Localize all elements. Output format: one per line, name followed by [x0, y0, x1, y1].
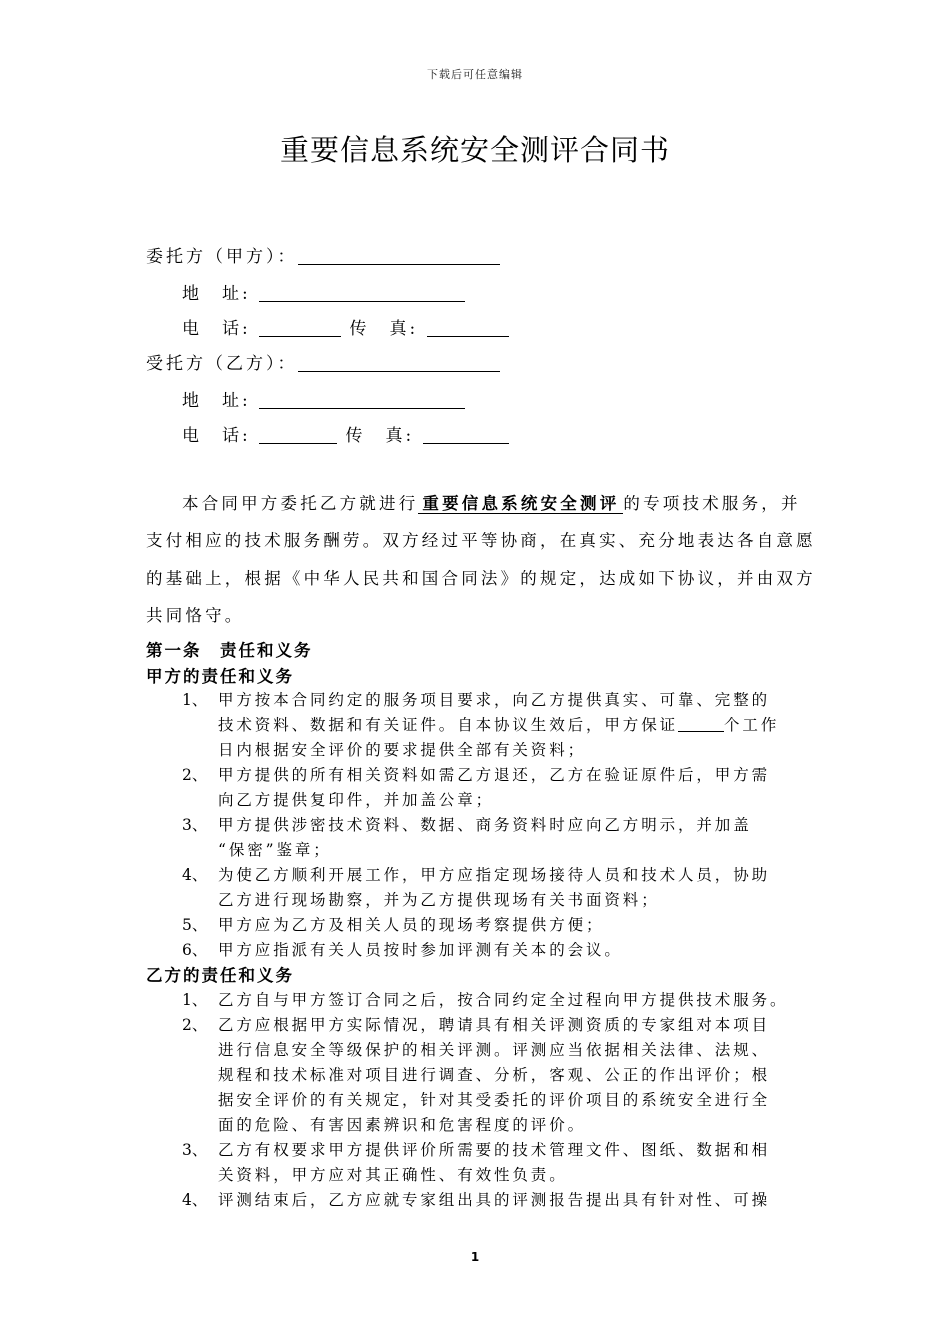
a-item-1-line-2 [218, 713, 779, 735]
party-b-fax-blank[interactable] [423, 426, 509, 444]
b-item-1-num: 1、 [182, 991, 208, 1009]
b-item-2-line-1: 乙方应根据甲方实际情况，聘请具有相关评测资质的专家组对本项目 [218, 1016, 771, 1034]
b-item-1-line-1: 乙方自与甲方签订合同之后，按合同约定全过程向甲方提供技术服务。 [218, 991, 789, 1009]
header-note: 下载后可任意编辑 [427, 68, 523, 81]
b-item-2-line-5: 面的危险、有害因素辨识和危害程度的评价。 [218, 1116, 587, 1134]
b-item-2-line-4: 据安全评价的有关规定，针对其受委托的评价项目的系统安全进行全 [218, 1091, 771, 1109]
party-b-fax-label: 传 真: [345, 426, 415, 446]
a-item-2-line-1: 甲方提供的所有相关资料如需乙方退还，乙方在验证原件后，甲方需 [218, 766, 771, 784]
intro-line-1-pre: 本合同甲方委托乙方就进行 [182, 494, 419, 513]
b-item-3-line-2: 关资料，甲方应对其正确性、有效性负责。 [218, 1166, 568, 1184]
a-item-5-line-1: 甲方应为乙方及相关人员的现场考察提供方便； [218, 916, 605, 934]
a-item-1-num: 1、 [182, 691, 208, 709]
a-item-1-line-3: 日内根据安全评价的要求提供全部有关资料； [218, 741, 587, 759]
a-item-4-line-2: 乙方进行现场勘察，并为乙方提供现场有关书面资料； [218, 891, 660, 909]
party-b-address-blank[interactable] [259, 391, 465, 409]
party-a-fax-blank[interactable] [427, 319, 509, 337]
b-item-2-line-3: 规程和技术标准对项目进行调查、分析，客观、公正的作出评价；根 [218, 1066, 771, 1084]
document-title: 重要信息系统安全测评合同书 [279, 133, 670, 167]
a-item-3-line-1: 甲方提供涉密技术资料、数据、商务资料时应向乙方明示，并加盖 [218, 816, 752, 834]
b-item-3-line-1: 乙方有权要求甲方提供评价所需要的技术管理文件、图纸、数据和相 [218, 1141, 771, 1159]
a-item-4-num: 4、 [182, 866, 208, 884]
party-b-contact-field [182, 421, 509, 446]
b-item-2-line-2: 进行信息安全等级保护的相关评测。评测应当依据相关法律、法规、 [218, 1041, 771, 1059]
a-item-5-num: 5、 [182, 916, 208, 934]
b-item-4-line-1: 评测结束后，乙方应就专家组出具的评测报告提出具有针对性、可操 [218, 1191, 771, 1209]
a-item-1-line-2-text: 技术资料、数据和有关证件。自本协议生效后，甲方保证 [218, 716, 679, 734]
project-name: 重要信息系统安全测评 [418, 494, 623, 514]
a-item-3-num: 3、 [182, 816, 208, 834]
party-b-address-label: 地 址: [182, 391, 251, 411]
a-item-1-blank-suffix: 个工作 [724, 716, 780, 734]
page-number: 1 [470, 1250, 480, 1264]
a-item-1-line-1: 甲方按本合同约定的服务项目要求，向乙方提供真实、可靠、完整的 [218, 691, 771, 709]
party-b-label: 受托方（乙方）： [146, 354, 298, 374]
party-a-blank[interactable] [298, 247, 500, 265]
party-b-blank[interactable] [298, 354, 500, 372]
a-item-6-line-1: 甲方应指派有关人员按时参加评测有关本的会议。 [218, 941, 623, 959]
party-a-fax-label: 传 真: [349, 319, 419, 339]
party-b-field [146, 349, 500, 374]
a-item-6-num: 6、 [182, 941, 208, 959]
intro-line-1 [182, 490, 801, 514]
b-item-2-num: 2、 [182, 1016, 208, 1034]
intro-line-2: 支付相应的技术服务酬劳。双方经过平等协商，在真实、充分地表达各自意愿 [146, 531, 816, 550]
party-a-address-label: 地 址: [182, 284, 251, 304]
party-b-phone-label: 电 话: [182, 426, 251, 446]
party-b-duties-heading: 乙方的责任和义务 [146, 966, 294, 985]
party-a-address-field [182, 279, 465, 304]
party-a-duties-heading: 甲方的责任和义务 [146, 667, 294, 686]
party-a-address-blank[interactable] [259, 284, 465, 302]
a-item-3-line-2: “保密”鉴章； [218, 841, 332, 859]
party-a-phone-label: 电 话: [182, 319, 251, 339]
intro-line-4: 共同恪守。 [146, 606, 245, 625]
article-1-heading: 第一条 责任和义务 [146, 641, 313, 660]
party-a-label: 委托方（甲方）： [146, 247, 298, 267]
a-item-4-line-1: 为使乙方顺利开展工作，甲方应指定现场接待人员和技术人员，协助 [218, 866, 771, 884]
intro-line-3: 的基础上，根据《中华人民共和国合同法》的规定，达成如下协议，并由双方 [146, 569, 816, 588]
working-days-blank[interactable] [678, 717, 724, 732]
party-b-address-field [182, 386, 465, 411]
intro-line-1-post: 的专项技术服务，并 [623, 494, 801, 513]
party-a-phone-blank[interactable] [259, 319, 341, 337]
a-item-2-num: 2、 [182, 766, 208, 784]
b-item-4-num: 4、 [182, 1191, 208, 1209]
party-a-contact-field [182, 314, 509, 339]
party-b-phone-blank[interactable] [259, 426, 337, 444]
b-item-3-num: 3、 [182, 1141, 208, 1159]
party-a-field [146, 242, 500, 267]
a-item-2-line-2: 向乙方提供复印件，并加盖公章； [218, 791, 495, 809]
